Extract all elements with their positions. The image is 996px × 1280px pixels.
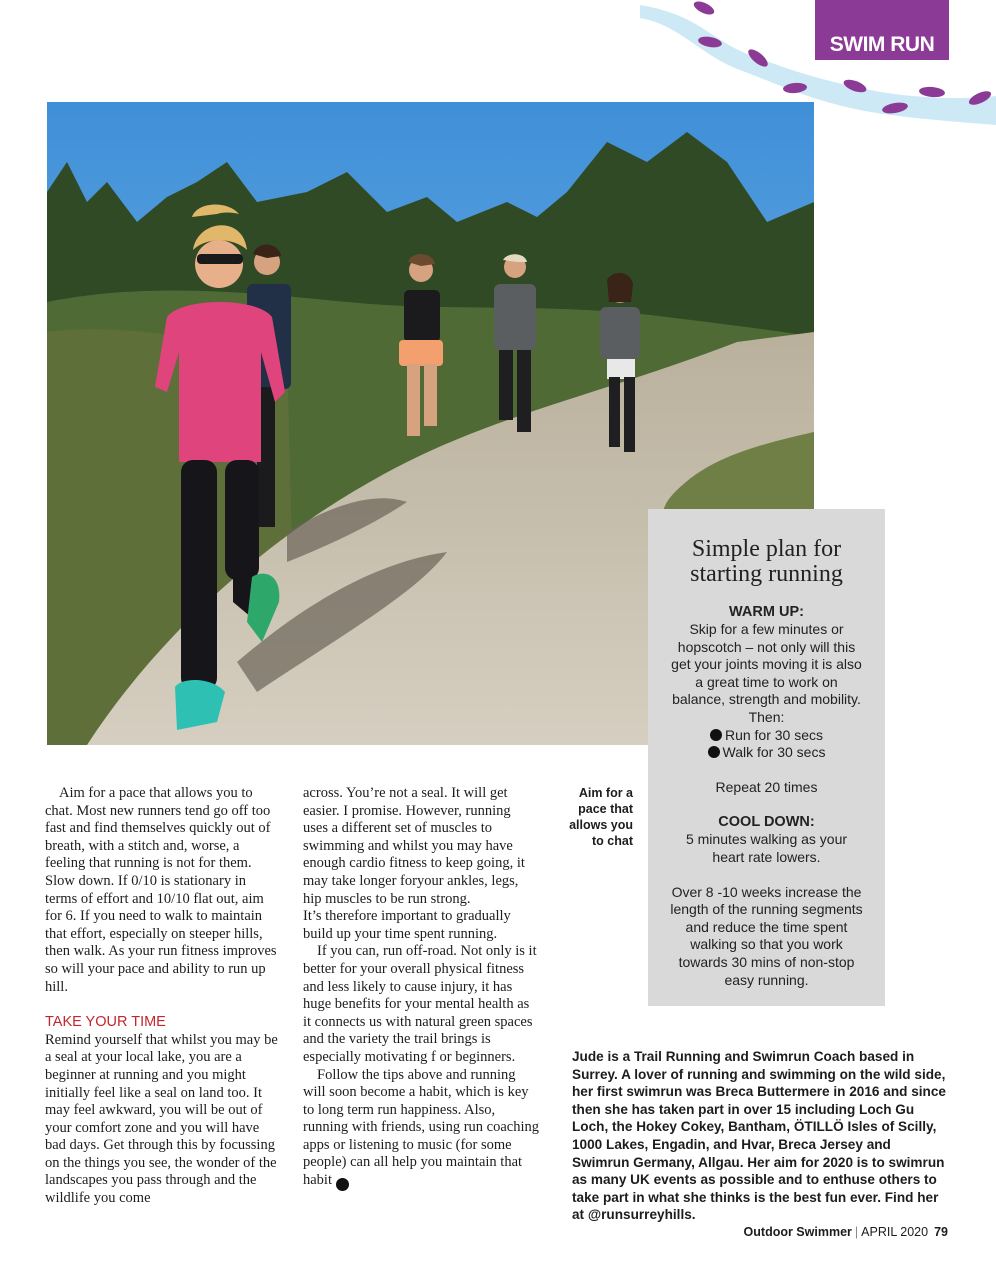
body-column-1 [45, 785, 281, 1208]
sidebar-title-line2: starting running [690, 561, 843, 587]
paragraph [303, 1067, 539, 1192]
bullet-run-label: Run for 30 secs [724, 726, 824, 743]
closing-text: Over 8 -10 weeks increase the length of the running segments and reduce the time spent walking so that you work towards 30 mins of non-stop easy running. [670, 883, 863, 988]
paragraph-text: Follow the tips above and running will soon become a habit, which is key to long term run happiness. Also, running with friends, using run coaching apps or listening to music (for some people) can all help you maintain that habit [303, 1066, 539, 1189]
sidebar-title-line1: Simple plan for [691, 536, 842, 562]
warmup-heading: WARM UP: [729, 604, 804, 620]
bullet-icon [710, 729, 722, 741]
paragraph: Remind yourself that whilst you may be a seal at your local lake, you are a beginner at running and you might initially feel like a seal on land too. It may feel awkward, you will be out of your comfort zone and you will have bad days. Get through this by focussing on the things you see, the wonder of the landscapes you pass through and the wildlife you come [45, 1031, 278, 1207]
sidebar-title [648, 537, 885, 587]
bullet-run [648, 727, 885, 745]
magazine-name: Outdoor Swimmer [743, 1225, 852, 1239]
paragraph: Aim for a pace that allows you to chat. Most new runners tend go off too fast and find themselves quickly out of breath, with a stitch and, worse, a feeling that running is not for them. Slow down. If 0/10 is stationary in terms of effort and 10/10 flat out, aim for 6. If you need to walk to maintain that effort, especially on steeper hills, then walk. As your run fitness improves so will your pace and ability to run up hill. [45, 785, 277, 995]
end-mark-icon: OS [336, 1178, 349, 1191]
author-bio [572, 1048, 950, 1224]
bullet-walk [648, 744, 885, 762]
body-column-2 [303, 785, 539, 1191]
paragraph: If you can, run off-road. Not only is it better for your overall physical fitness and less likely to cause injury, it has huge benefits for your mental health as it connects us with natural green spaces and the variety the trail brings is especially motivating f or beginners. [303, 943, 537, 1065]
issue-date: APRIL 2020 [861, 1225, 929, 1239]
bullet-icon [708, 746, 720, 758]
author-bio-text: Jude is a Trail Running and Swimrun Coach based in Surrey. A lover of running and swimming on the wild side, her first swimrun was Breca Buttermere in 2016 and since then she has taken part in over 15 including Loch Gu Loch, the Hokey Cokey, Bantham, ÖTILLÖ Isles of Scilly, 1000 Lakes, Engadin, and Hvar, Breca Jersey and Swimrun Germany, Allgau. Her aim for 2020 is to swimrun as many UK events as possible and to enthuse others to take part in what she thinks is the best fun ever. Find her at @runsurreyhills. [572, 1049, 946, 1223]
page-footer [744, 1225, 948, 1239]
page-number: 79 [934, 1225, 948, 1239]
footer-separator: | [854, 1225, 859, 1239]
cooldown-text: 5 minutes walking as your heart rate lowers. [685, 831, 848, 865]
pull-quote: Aim for a pace that allows you to chat [569, 786, 633, 848]
section-tag: SWIM RUN [815, 0, 949, 60]
running-plan-sidebar [648, 509, 885, 1006]
bullet-walk-label: Walk for 30 secs [722, 744, 826, 761]
cooldown-heading: COOL DOWN: [718, 814, 815, 831]
paragraph: across. You’re not a seal. It will get easier. I promise. However, running uses a different set of muscles to swimming and whilst you may have enough cardio fitness to keep going, it may take longer foryour ankles, legs, hip muscles to be run strong. [303, 785, 525, 907]
warmup-text: Skip for a few minutes or hopscotch – not only will this get your joints moving it is also a great time to work on balance, strength and mobility. Then: [671, 621, 862, 725]
subheading-take-your-time: TAKE YOUR TIME [45, 1014, 166, 1031]
repeat-text: Repeat 20 times [715, 778, 818, 795]
paragraph: It’s therefore important to gradually build up your time spent running. [303, 908, 511, 942]
